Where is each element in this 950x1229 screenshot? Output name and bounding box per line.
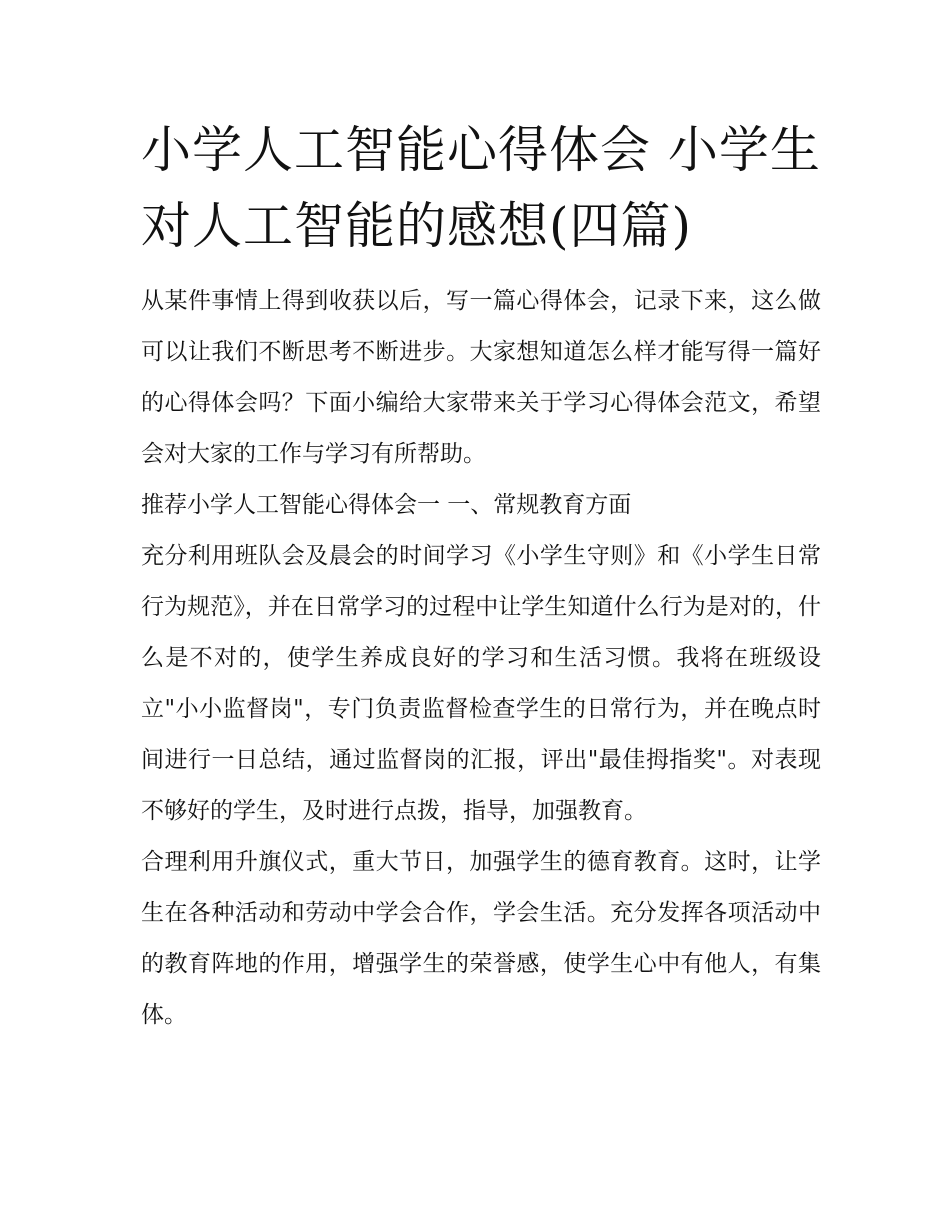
intro-paragraph: 从某件事情上得到收获以后，写一篇心得体会，记录下来，这么做可以让我们不断思考不断进步。大家想知道怎么样才能写得一篇好的心得体会吗？下面小编给大家带来关于学习心得体会范文，希望会对大家的工作与学习有所帮助。 (141, 288, 821, 467)
body-paragraph: 合理利用升旗仪式，重大节日，加强学生的德育教育。这时，让学生在各种活动和劳动中学会合作，学会生活。充分发挥各项活动中的教育阵地的作用，增强学生的荣誉感，使学生心中有他人，有集体。 (141, 849, 821, 1028)
body-paragraph: 充分利用班队会及晨会的时间学习《小学生守则》和《小学生日常行为规范》，并在日常学习的过程中让学生知道什么行为是对的，什么是不对的，使学生养成良好的学习和生活习惯。我将在班级设立"小小监督岗"，专门负责监督检查学生的日常行为，并在晚点时间进行一日总结，通过监督岗的汇报，评出"最佳拇指奖"。对表现不够好的学生，及时进行点拨，指导，加强教育。 (141, 543, 821, 824)
document-title: 小学人工智能心得体会 小学生对人工智能的感想(四篇) (141, 121, 821, 255)
document-body (141, 112, 821, 1041)
section-heading: 推荐小学人工智能心得体会一 一、常规教育方面 (141, 492, 632, 518)
